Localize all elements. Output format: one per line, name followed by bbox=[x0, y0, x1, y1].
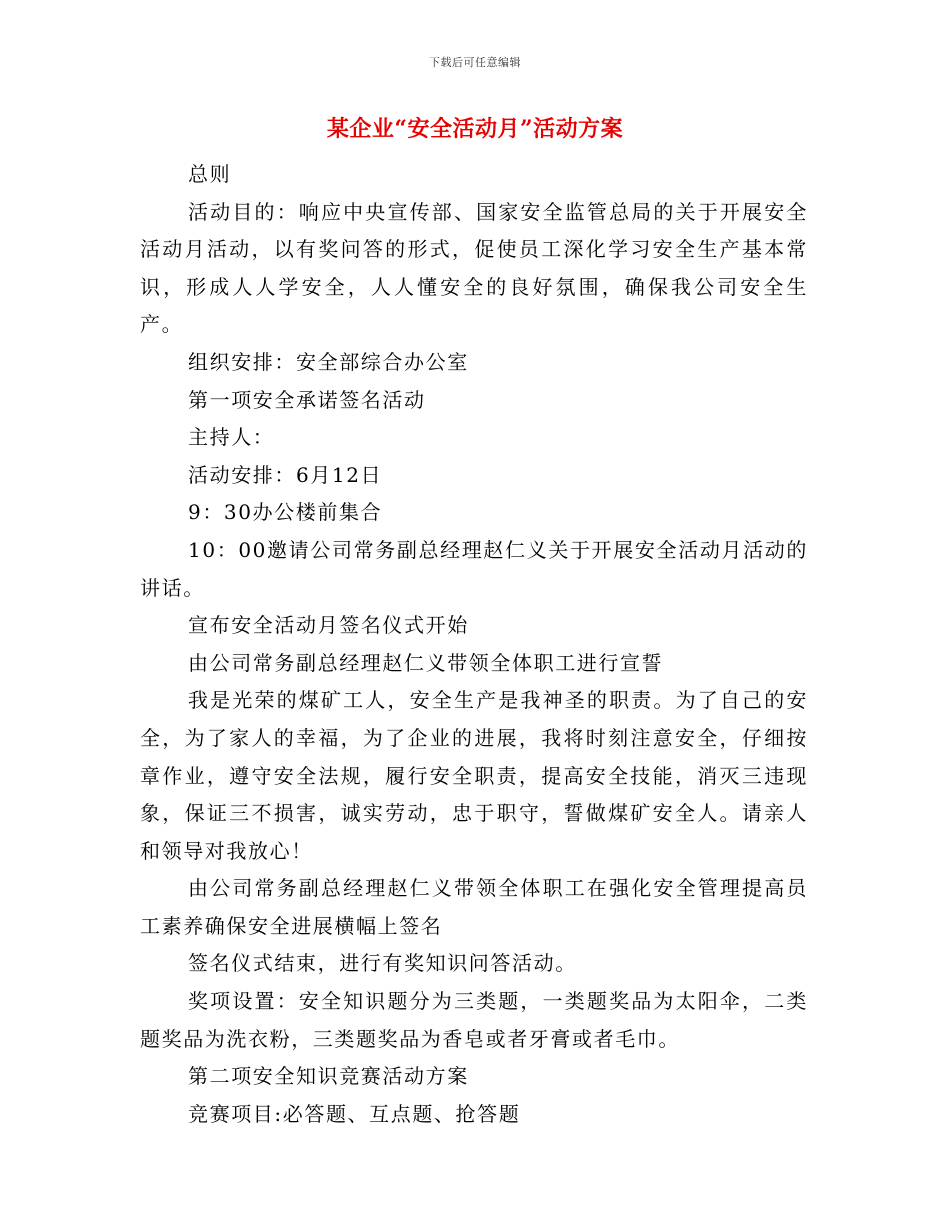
paragraph-prizes: 奖项设置：安全知识题分为三类题，一类题奖品为太阳伞，二类题奖品为洗衣粉，三类题奖品为香皂或者牙膏或者毛巾。 bbox=[140, 989, 808, 1051]
paragraph-schedule: 活动安排：6月12日 bbox=[188, 462, 383, 487]
document-title: 某企业“安全活动月”活动方案 bbox=[326, 116, 624, 142]
paragraph-purpose: 活动目的：响应中央宣传部、国家安全监管总局的关于开展安全活动月活动，以有奖问答的形式，促使员工深化学习安全生产基本常识，形成人人学安全，人人懂安全的良好氛围，确保我公司安全生产。 bbox=[140, 199, 808, 337]
section-heading-general: 总则 bbox=[188, 162, 232, 186]
paragraph-organization: 组织安排：安全部综合办公室 bbox=[188, 349, 469, 374]
paragraph-contest-items: 竞赛项目:必答题、互点题、抢答题 bbox=[188, 1101, 521, 1126]
paragraph-assembly-time: 9：30办公楼前集合 bbox=[188, 500, 383, 525]
paragraph-oath-text: 我是光荣的煤矿工人，安全生产是我神圣的职责。为了自己的安全，为了家人的幸福，为了企业的进展，我将时刻注意安全，仔细按章作业，遵守安全法规，履行安全职责，提高安全技能，消灭三违现象，保证三不损害，诚实劳动，忠于职守，誓做煤矿安全人。请亲人和领导对我放心！ bbox=[140, 688, 808, 863]
paragraph-ceremony-end: 签名仪式结束，进行有奖知识问答活动。 bbox=[188, 951, 577, 976]
paragraph-ceremony-start: 宣布安全活动月签名仪式开始 bbox=[188, 613, 469, 638]
document-body bbox=[140, 156, 808, 1133]
paragraph-oath-lead: 由公司常务副总经理赵仁义带领全体职工进行宣誓 bbox=[188, 650, 664, 675]
paragraph-host: 主持人： bbox=[188, 425, 275, 450]
paragraph-item-one: 第一项安全承诺签名活动 bbox=[188, 387, 426, 412]
paragraph-item-two: 第二项安全知识竞赛活动方案 bbox=[188, 1064, 469, 1089]
paragraph-banner-signing: 由公司常务副总经理赵仁义带领全体职工在强化安全管理提高员工素养确保安全进展横幅上签名 bbox=[140, 876, 808, 938]
header-note: 下载后可任意编辑 bbox=[429, 56, 521, 69]
paragraph-speech: 10：00邀请公司常务副总经理赵仁义关于开展安全活动月活动的讲话。 bbox=[140, 537, 808, 600]
